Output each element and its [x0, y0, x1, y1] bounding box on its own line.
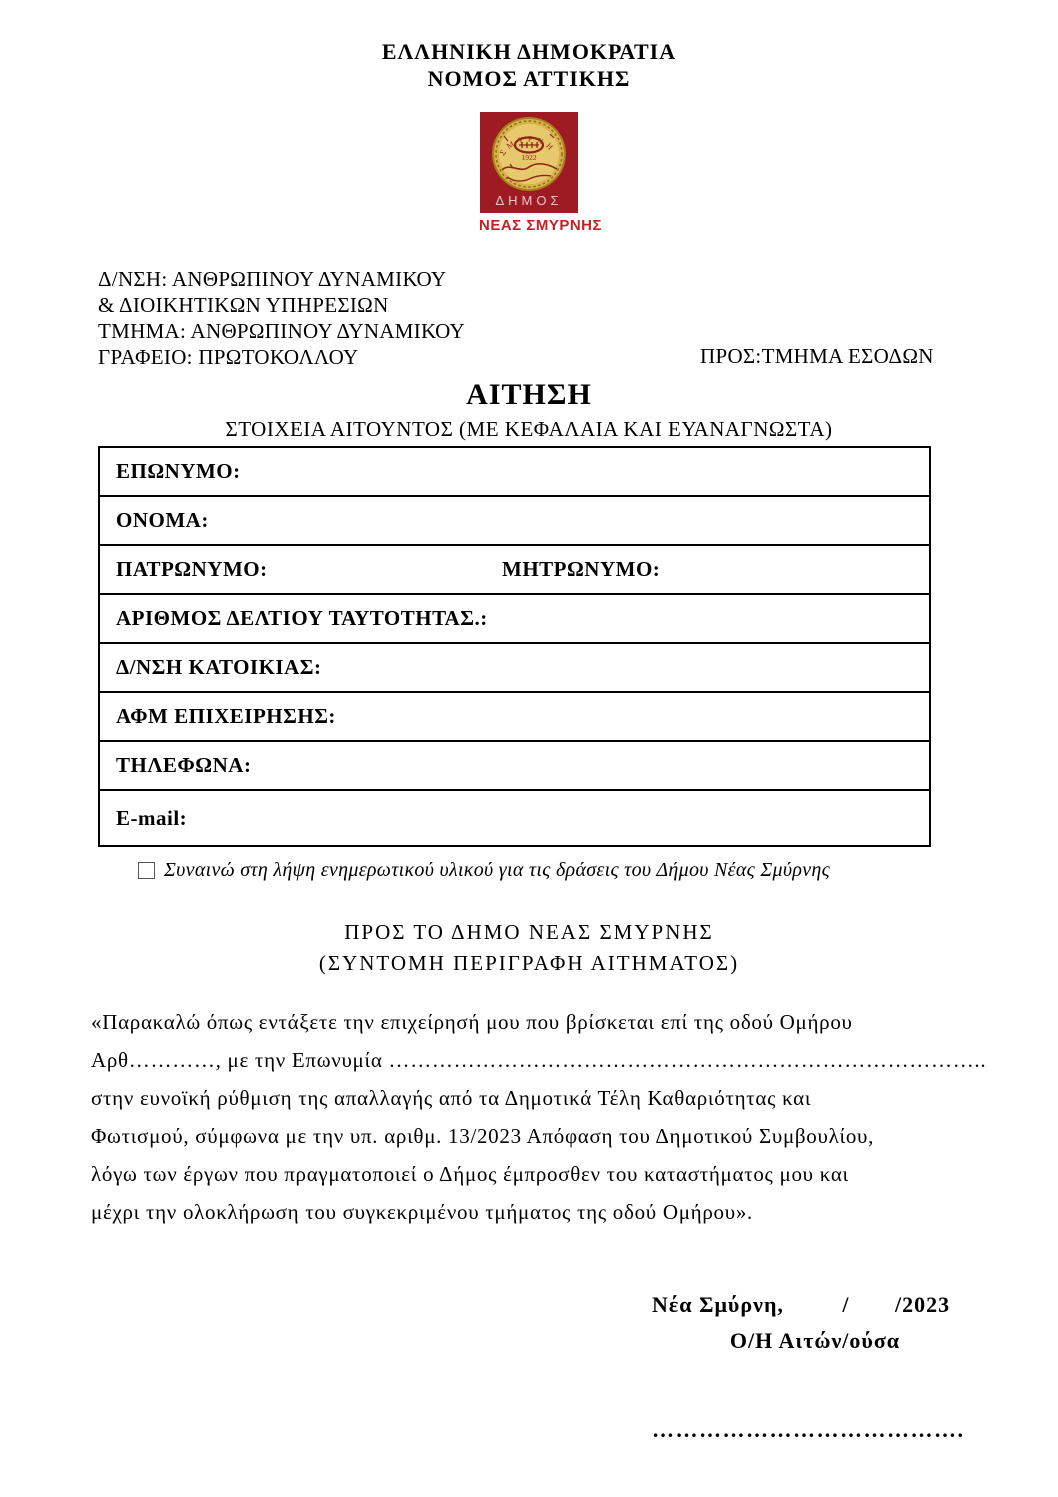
page-title: ΑΙΤΗΣΗ: [466, 378, 592, 411]
logo-caption: ΝΕΑΣ ΣΜΥΡΝΗΣ: [479, 217, 603, 234]
signer-label: Ο/Η Αιτών/ούσα: [729, 1328, 901, 1353]
request-text-line: Φωτισμού, σύμφωνα με την υπ. αριθμ. 13/2023 Απόφαση του Δημοτικού Συμβουλίου,: [91, 1124, 875, 1148]
field-row-phones[interactable]: [100, 740, 929, 789]
svg-text:1922: 1922: [521, 153, 537, 162]
field-row-email[interactable]: [100, 789, 929, 845]
field-label-father-name: ΠΑΤΡΩΝΥΜΟ:: [116, 557, 268, 581]
consent-label: Συναινώ στη λήψη ενημερωτικού υλικού για τις δράσεις του Δήμου Νέας Σμύρνης: [164, 859, 831, 881]
department-line-office: ΓΡΑΦΕΙΟ: ΠΡΩΤΟΚΟΛΛΟΥ: [98, 345, 359, 369]
request-heading-description: (ΣΥΝΤΟΜΗ ΠΕΡΙΓΡΑΦΗ ΑΙΤΗΜΑΤΟΣ): [318, 951, 740, 975]
field-label-email: E-mail:: [116, 805, 188, 830]
field-row-father-mother-name[interactable]: [100, 544, 929, 593]
logo-dimos-label: ΔΗΜΟΣ: [495, 193, 563, 208]
header-republic: ΕΛΛΗΝΙΚΗ ΔΗΜΟΚΡΑΤΙΑ: [381, 39, 677, 64]
field-label-home-address: Δ/ΝΣΗ ΚΑΤΟΙΚΙΑΣ:: [116, 655, 322, 679]
request-heading-to: ΠΡΟΣ ΤΟ ΔΗΜΟ ΝΕΑΣ ΣΜΥΡΝΗΣ: [344, 920, 714, 944]
field-label-mother-name: ΜΗΤΡΩΝΥΜΟ:: [502, 557, 661, 581]
svg-text:ΣΜΥΡΝΗ: ΣΜΥΡΝΗ: [497, 134, 558, 158]
department-line-directorate2: & ΔΙΟΙΚΗΤΙΚΩΝ ΥΠΗΡΕΣΙΩΝ: [98, 293, 389, 317]
document-header: [0, 38, 1058, 92]
field-row-surname[interactable]: [100, 448, 929, 495]
request-body: [91, 1003, 987, 1231]
field-row-firstname[interactable]: [100, 495, 929, 544]
municipality-logo: [479, 112, 603, 234]
field-label-firstname: ΟΝΟΜΑ:: [116, 508, 209, 532]
signature-line[interactable]: ………………………………….: [652, 1417, 965, 1442]
department-block: [98, 266, 465, 370]
department-line-directorate: Δ/ΝΣΗ: ΑΝΘΡΩΠΙΝΟΥ ΔΥΝΑΜΙΚΟΥ: [98, 267, 447, 291]
recipient-department: ΠΡΟΣ:ΤΜΗΜΑ ΕΣΟΔΩΝ: [700, 344, 934, 368]
municipal-seal-icon: [480, 112, 578, 200]
place-date-line[interactable]: Νέα Σμύρνη, / /2023: [652, 1292, 951, 1317]
department-line-section: ΤΜΗΜΑ: ΑΝΘΡΩΠΙΝΟΥ ΔΥΝΑΜΙΚΟΥ: [98, 319, 465, 343]
consent-checkbox[interactable]: [138, 862, 155, 879]
request-text-line-blank: Αρθ…………, με την Επωνυμία ………………………………………………………………………..: [91, 1048, 987, 1072]
field-row-id-number[interactable]: [100, 593, 929, 642]
field-label-surname: ΕΠΩΝΥΜΟ:: [116, 459, 241, 483]
field-row-business-vat[interactable]: [100, 691, 929, 740]
field-label-phones: ΤΗΛΕΦΩΝΑ:: [116, 753, 252, 777]
field-label-business-vat: ΑΦΜ ΕΠΙΧΕΙΡΗΣΗΣ:: [116, 704, 336, 728]
applicant-fields-table: [98, 446, 931, 847]
header-prefecture: ΝΟΜΟΣ ΑΤΤΙΚΗΣ: [427, 66, 631, 91]
request-text-line: μέχρι την ολοκλήρωση του συγκεκριμένου τμήματος της οδού Ομήρου».: [91, 1200, 753, 1224]
consent-row: [138, 859, 830, 882]
field-label-id-number: ΑΡΙΘΜΟΣ ΔΕΛΤΙΟΥ ΤΑΥΤΟΤΗΤΑΣ.:: [116, 606, 488, 630]
field-row-home-address[interactable]: [100, 642, 929, 691]
request-text-line: λόγω των έργων που πραγματοποιεί ο Δήμος έμπροσθεν του καταστήματος μου και: [91, 1162, 849, 1186]
request-text-line: στην ευνοϊκή ρύθμιση της απαλλαγής από τα Δημοτικά Τέλη Καθαριότητας και: [91, 1086, 812, 1110]
logo-square: [480, 112, 578, 213]
page-subtitle: ΣΤΟΙΧΕΙΑ ΑΙΤΟΥΝΤΟΣ (ΜΕ ΚΕΦΑΛΑΙΑ ΚΑΙ ΕΥΑΝΑΓΝΩΣΤΑ): [225, 417, 833, 441]
request-text-line: «Παρακαλώ όπως εντάξετε την επιχείρησή μου που βρίσκεται επί της οδού Ομήρου: [91, 1010, 853, 1034]
request-heading: [0, 917, 1058, 979]
